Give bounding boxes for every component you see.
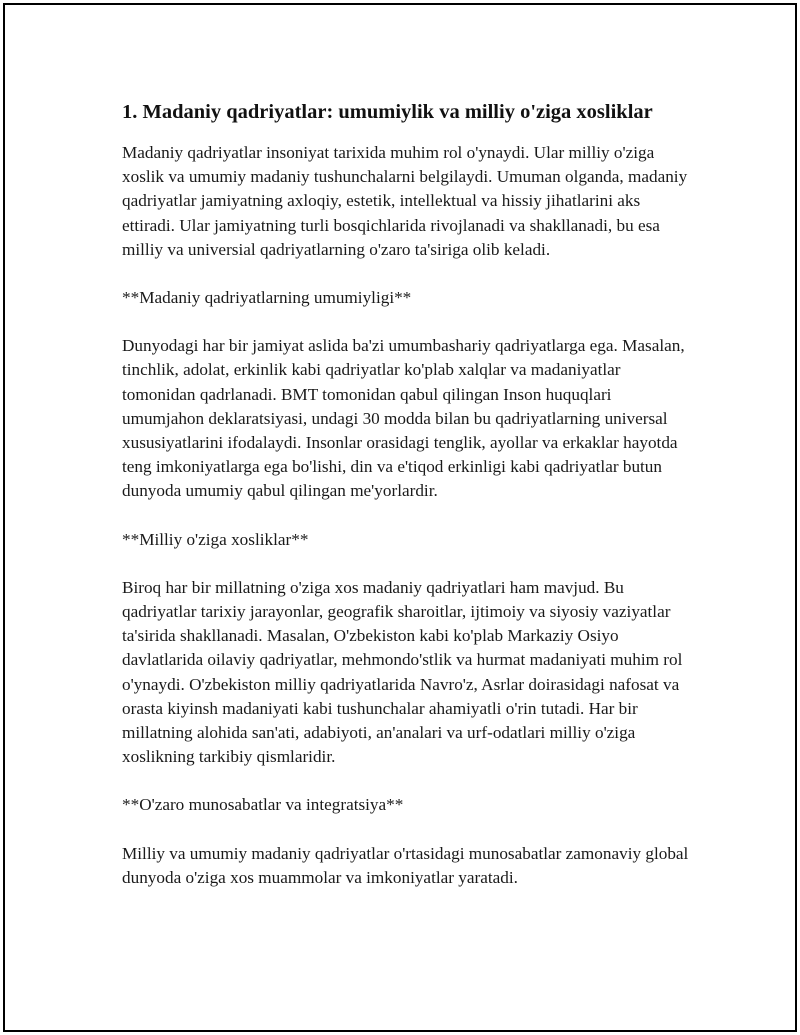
- paragraph-integration: Milliy va umumiy madaniy qadriyatlar o'rtasidagi munosabatlar zamonaviy global dunyoda o'ziga xos muammolar va imkoniyatlar yaratadi.: [122, 843, 689, 887]
- document-body: [122, 99, 697, 890]
- paragraph-intro: Madaniy qadriyatlar insoniyat tarixida muhim rol o'ynaydi. Ular milliy o'ziga xoslik va umumiy madaniy tushunchalarni belgilaydi. Umuman olganda, madaniy qadriyatlar jamiyatning axloqiy, estetik, intellektual va hissiy jihatlarini aks ettiradi. Ular jamiyatning turli bosqichlarida rivojlanadi va shakllanadi, bu esa milliy va universial qadriyatlarning o'zaro ta'siriga olib keladi.: [122, 143, 688, 259]
- section-heading-national: **Milliy o'ziga xosliklar**: [122, 529, 309, 549]
- section-heading-integration: **O'zaro munosabatlar va integratsiya**: [122, 795, 404, 815]
- paragraph-national: Biroq har bir millatning o'ziga xos madaniy qadriyatlari ham mavjud. Bu qadriyatlar tarixiy jarayonlar, geografik sharoitlar, ijtimoiy va siyosiy vaziyatlar ta'sirida shakllanadi. Masalan, O'zbekiston kabi ko'plab Markaziy Osiyo davlatlarida oilaviy qadriyatlar, mehmondo'stlik va hurmat madaniyati muhim rol o'ynaydi. O'zbekiston milliy qadriyatlarida Navro'z, Asrlar doirasidagi nafosat va orasta kiyinsh madaniyati kabi tushunchalar ahamiyatli o'rin tutadi. Har bir millatning alohida san'ati, adabiyoti, an'analari va urf-odatlari milliy o'ziga xoslikning tarkibiy qismlaridir.: [122, 577, 683, 767]
- document-title: 1. Madaniy qadriyatlar: umumiylik va milliy o'ziga xosliklar: [122, 101, 653, 123]
- page-frame: [3, 3, 797, 1032]
- section-heading-universality: **Madaniy qadriyatlarning umumiyligi**: [122, 288, 412, 308]
- paragraph-universality: Dunyodagi har bir jamiyat aslida ba'zi umumbashariy qadriyatlarga ega. Masalan, tinchlik, adolat, erkinlik kabi qadriyatlar ko'plab xalqlar va madaniyatlar tomonidan qadrlanadi. BMT tomonidan qabul qilingan Inson huquqlari umumjahon deklaratsiyasi, undagi 30 modda bilan bu qadriyatlarning universal xususiyatlarini ifodalaydi. Insonlar orasidagi tenglik, ayollar va erkaklar hayotda teng imkoniyatlarga ega bo'lishi, din va e'tiqod erkinligi kabi qadriyatlar butun dunyoda umumiy qabul qilingan me'yorlardir.: [122, 336, 685, 501]
